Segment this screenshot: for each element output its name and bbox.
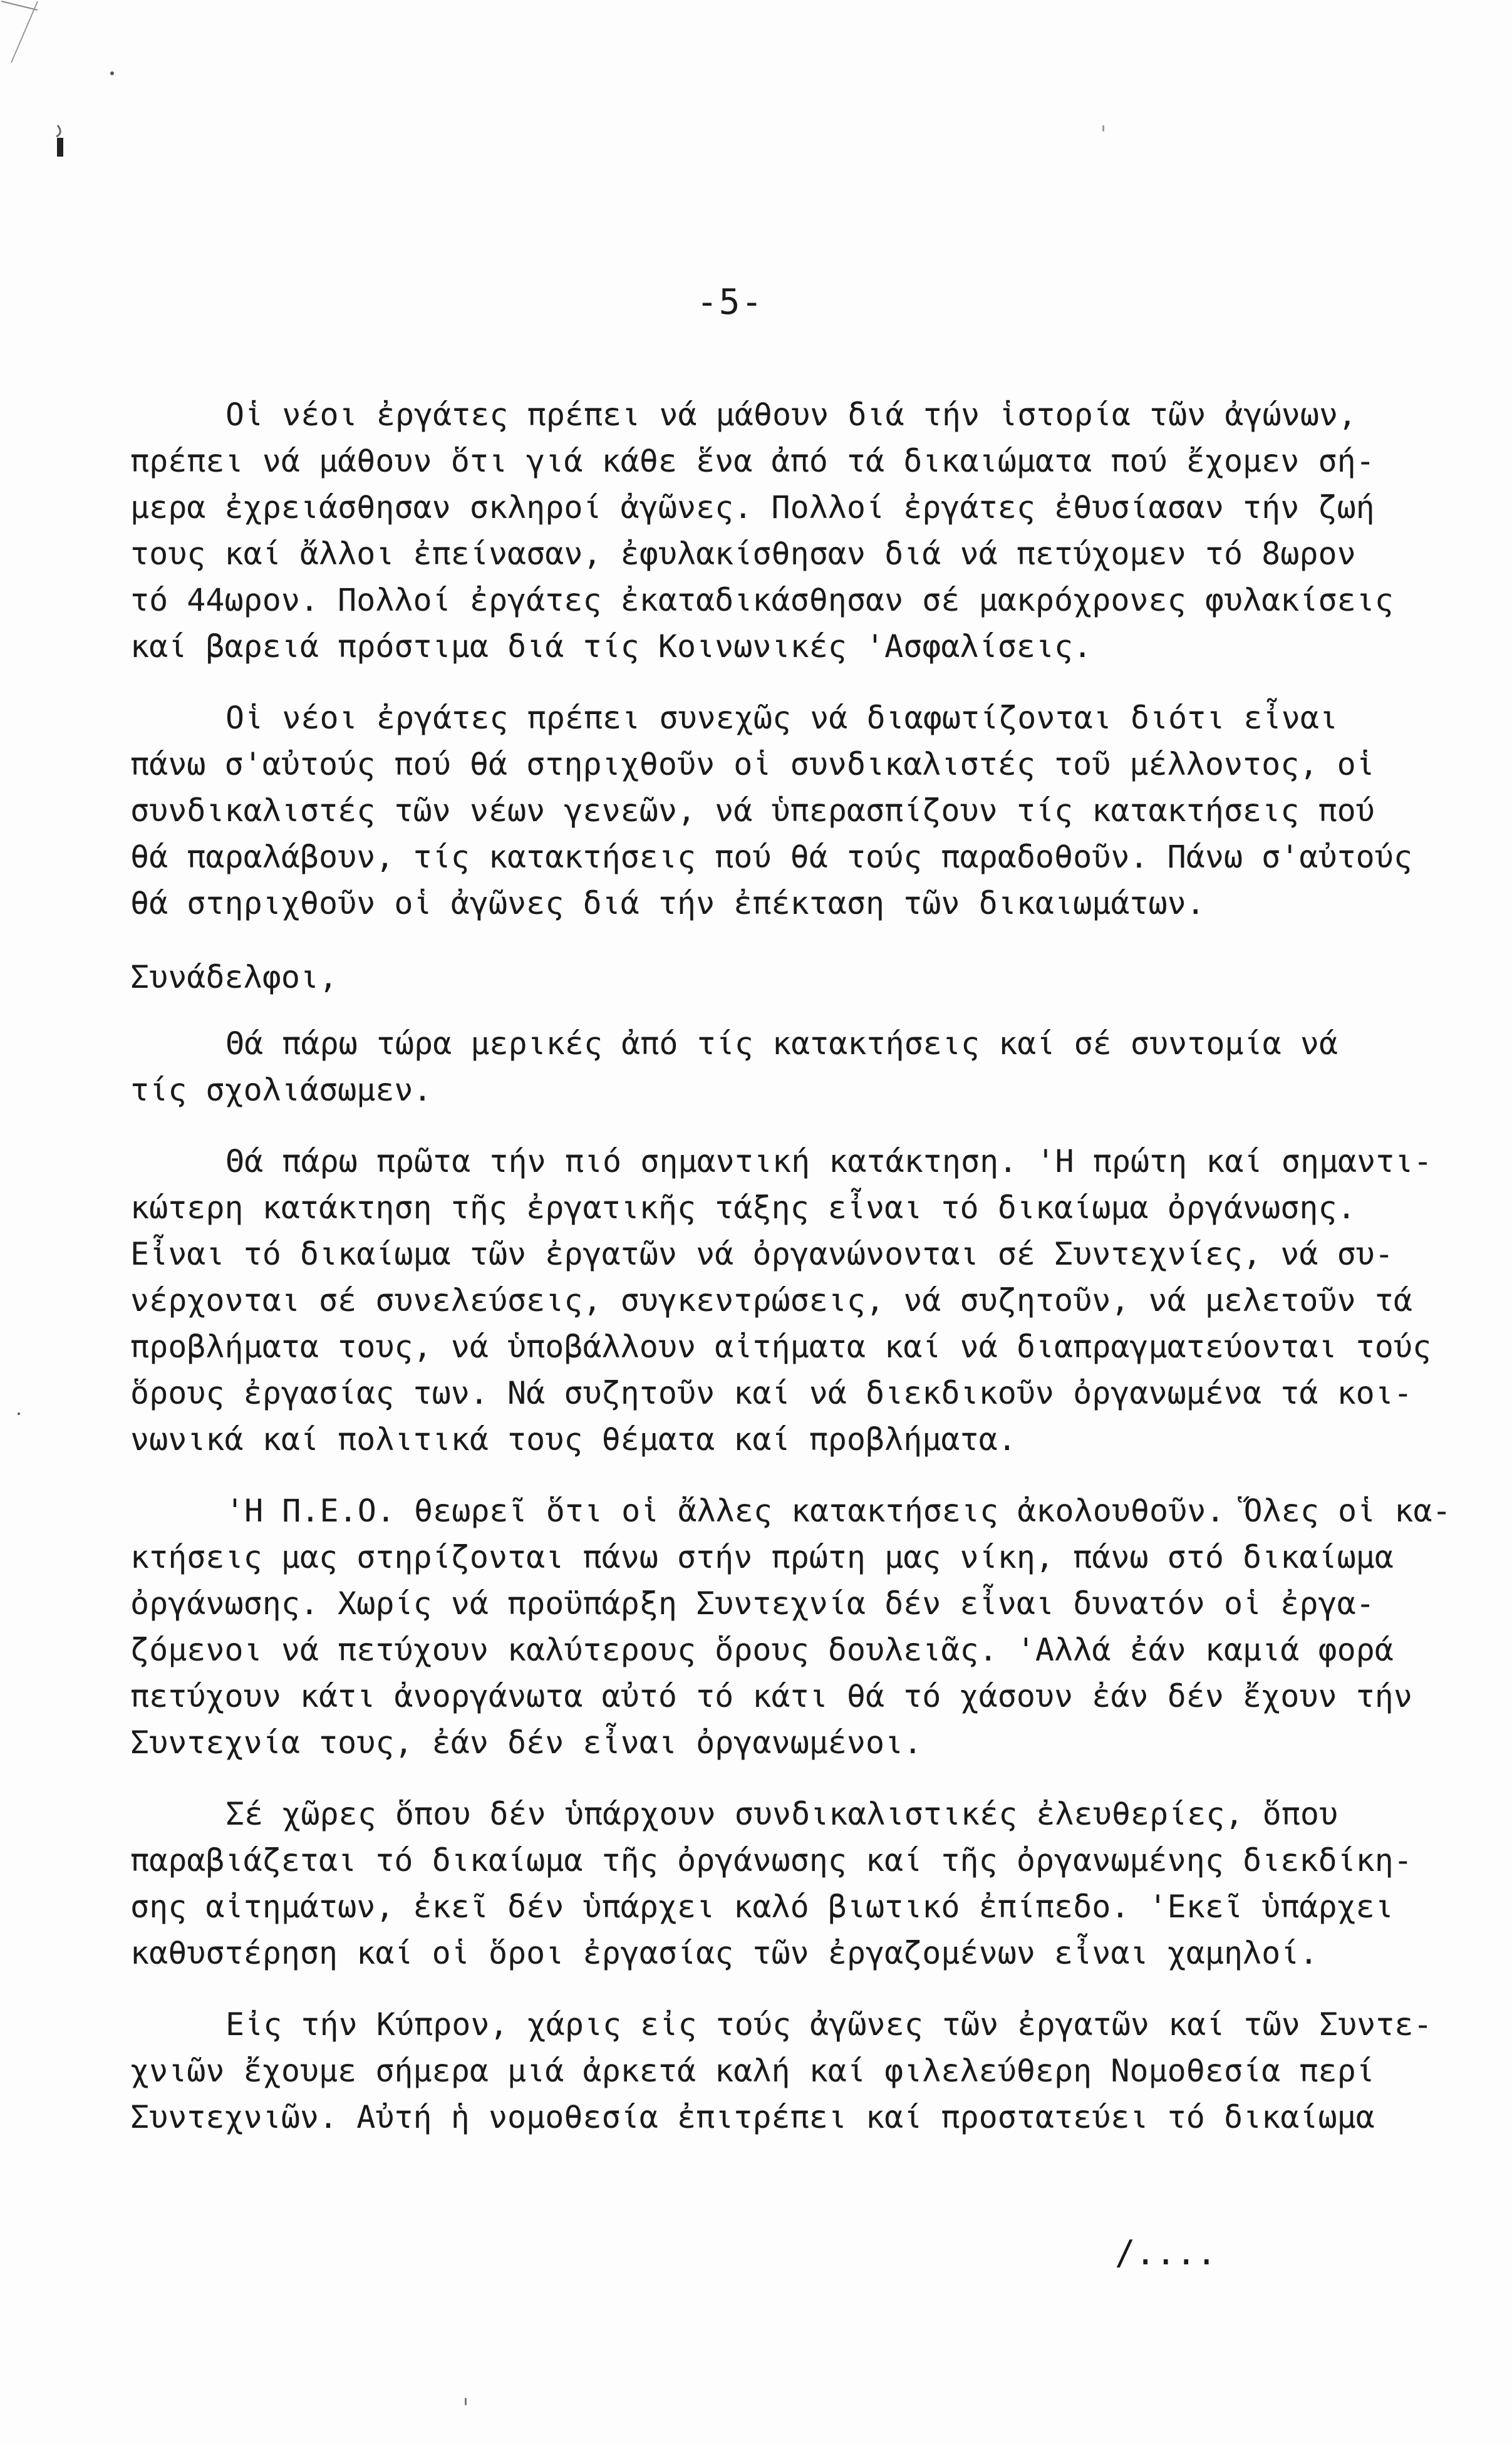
text-line: Εἰς τήν Κύπρον, χάρις εἰς τούς ἀγῶνες τῶν ἐργατῶν καί τῶν Συντε- [225,2006,1432,2043]
text-line: προβλήματα τους, νά ὑποβάλλουν αἰτήματα καί νά διαπραγματεύονται τούς [130,1329,1432,1365]
scan-speck [1102,125,1104,132]
salutation: Συνάδελφοι, [130,959,338,995]
text-line: Οἱ νέοι ἐργάτες πρέπει νά μάθουν διά τήν ἱστορία τῶν ἀγώνων, [225,396,1357,433]
text-line: χνιῶν ἔχουμε σήμερα μιά ἀρκετά καλή καί φιλελεύθερη Νομοθεσία περί [130,2053,1375,2089]
text-line: ζόμενοι νά πετύχουν καλύτερους ὅρους δουλειᾶς. 'Αλλά ἐάν καμιά φορά [130,1632,1394,1668]
text-line: κτήσεις μας στηρίζονται πάνω στήν πρώτη μας νίκη, πάνω στό δικαίωμα [130,1539,1394,1575]
text-line: Σέ χῶρες ὅπου δέν ὑπάρχουν συνδικαλιστικές ἐλευθερίες, ὅπου [225,1796,1339,1832]
scan-speck [465,2398,467,2405]
text-line: τό 44ωρον. Πολλοί ἐργάτες ἐκαταδικάσθησαν σέ μακρόχρονες φυλακίσεις [130,582,1394,618]
text-line: ὀργάνωσης. Χωρίς νά προϋπάρξη Συντεχνία δέν εἶναι δυνατόν οἱ ἐργα- [130,1585,1375,1622]
text-line: κώτερη κατάκτηση τῆς ἐργατικῆς τάξης εἶναι τό δικαίωμα ὀργάνωσης. [130,1189,1356,1226]
text-line: τίς σχολιάσωμεν. [130,1072,432,1108]
text-line: Συντεχνία τους, ἐάν δέν εἶναι ὀργανωμένοι. [130,1724,923,1761]
scan-speck [18,1412,20,1415]
text-line: πετύχουν κάτι ἀνοργάνωτα αὐτό τό κάτι θά τό χάσουν ἐάν δέν ἔχουν τήν [130,1678,1412,1714]
text-line: Οἱ νέοι ἐργάτες πρέπει συνεχῶς νά διαφωτίζονται διότι εἶναι [225,700,1339,736]
text-line: σης αἰτημάτων, ἐκεῖ δέν ὑπάρχει καλό βιωτικό ἐπίπεδο. 'Εκεῖ ὑπάρχει [130,1889,1394,1925]
text-line: ὅρους ἐργασίας των. Νά συζητοῦν καί νά διεκδικοῦν ὀργανωμένα τά κοι- [130,1375,1412,1411]
punch-hole-mark [49,123,74,160]
text-line: θά παραλάβουν, τίς κατακτήσεις πού θά τούς παραδοθοῦν. Πάνω σ'αὐτούς [130,839,1412,875]
text-line: 'Η Π.Ε.Ο. θεωρεῖ ὅτι οἱ ἄλλες κατακτήσεις ἀκολουθοῦν. Ὅλες οἱ κα- [225,1493,1451,1529]
text-line: καί βαρειά πρόστιμα διά τίς Κοινωνικές 'Ασφαλίσεις. [130,628,1092,665]
text-line: συνδικαλιστές τῶν νέων γενεῶν, νά ὑπερασπίζουν τίς κατακτήσεις πού [130,792,1375,829]
page-number: -5- [696,282,764,323]
text-line: τους καί ἄλλοι ἐπείνασαν, ἐφυλακίσθησαν διά νά πετύχομεν τό 8ωρον [130,536,1356,572]
text-line: νωνικά καί πολιτικά τους θέματα καί προβλήματα. [130,1421,1017,1458]
text-line: πάνω σ'αὐτούς πού θά στηριχθοῦν οἱ συνδικαλιστές τοῦ μέλλοντος, οἱ [130,746,1375,782]
continuation-mark: /.... [1115,2233,1217,2272]
text-line: Εἶναι τό δικαίωμα τῶν ἐργατῶν νά ὀργανώνονται σέ Συντεχνίες, νά συ- [130,1236,1394,1272]
text-line: Θά πάρω πρῶτα τήν πιό σημαντική κατάκτηση. 'Η πρώτη καί σημαντι- [225,1143,1432,1179]
text-line: Συντεχνιῶν. Αὐτή ἡ νομοθεσία ἐπιτρέπει καί προστατεύει τό δικαίωμα [130,2099,1375,2135]
text-line: παραβιάζεται τό δικαίωμα τῆς ὀργάνωσης καί τῆς ὀργανωμένης διεκδίκη- [130,1842,1412,1879]
text-line: μερα ἐχρειάσθησαν σκληροί ἀγῶνες. Πολλοί ἐργάτες ἐθυσίασαν τήν ζωή [130,489,1375,526]
text-line: Θά πάρω τώρα μερικές ἀπό τίς κατακτήσεις καί σέ συντομία νά [225,1025,1339,1062]
text-line: πρέπει νά μάθουν ὅτι γιά κάθε ἕνα ἀπό τά δικαιώματα πού ἔχομεν σή- [130,443,1375,479]
text-line: νέρχονται σέ συνελεύσεις, συγκεντρώσεις, νά συζητοῦν, νά μελετοῦν τά [130,1282,1412,1319]
corner-scan-mark [0,0,56,69]
text-line: θά στηριχθοῦν οἱ ἀγῶνες διά τήν ἐπέκταση τῶν δικαιωμάτων. [130,885,1205,921]
text-line: καθυστέρηση καί οἱ ὅροι ἐργασίας τῶν ἐργαζομένων εἶναι χαμηλοί. [130,1935,1318,1971]
scan-speck [110,71,114,75]
